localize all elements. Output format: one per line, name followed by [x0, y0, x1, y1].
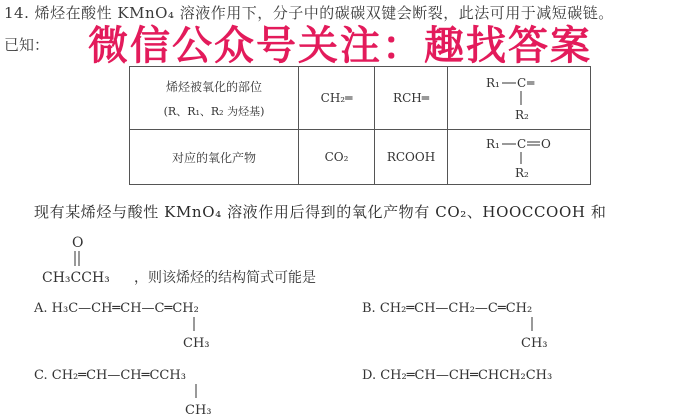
option-c[interactable] [34, 362, 334, 419]
carbon-label: C [517, 137, 527, 151]
table-cell: CH₂═ [299, 67, 375, 130]
r1-label: R₁ [486, 137, 500, 151]
r1-label: R₁ [486, 76, 500, 90]
alkene-fragment-structure [448, 67, 590, 129]
ketone-fragment-structure [448, 130, 590, 184]
acetone-structure [34, 232, 354, 292]
question-line: 14. 烯烃在酸性 KMnO₄ 溶液作用下，分子中的碳碳双键会断裂，此法可用于减短碳链。 [4, 4, 614, 22]
option-c-formula: C. CH₂═CH—CH═CCH₃ [34, 368, 186, 383]
option-a[interactable] [34, 295, 334, 350]
table-header-cell: 对应的氧化产物 [130, 130, 299, 185]
oxygen-label: O [541, 137, 551, 151]
option-c-branch: CH₃ [185, 403, 212, 418]
option-d-formula: D. CH₂═CH—CH═CHCH₂CH₃ [362, 368, 553, 383]
header-note: (R、R₁、R₂ 为烃基) [163, 104, 265, 118]
header-label: 烯烃被氧化的部位 [165, 79, 262, 94]
option-a-branch: CH₃ [183, 336, 210, 351]
watermark: 微信公众号关注：趣找答案 [88, 23, 592, 69]
table-header-cell [130, 67, 299, 130]
option-b-branch: CH₃ [521, 336, 548, 351]
table-cell-structure [448, 67, 591, 130]
known-prefix: 已知： [4, 36, 50, 54]
ketone-formula: CH₃CCH₃ [42, 270, 110, 286]
table-cell: RCOOH [375, 130, 448, 185]
option-b-formula: B. CH₂═CH—CH₂—C═CH₂ [362, 301, 533, 316]
ketone-oxygen: O [72, 235, 84, 251]
r2-label: R₂ [515, 108, 529, 122]
option-d[interactable] [362, 362, 682, 392]
table-cell: RCH═ [375, 67, 448, 130]
carbon-label: C [517, 76, 527, 90]
option-b[interactable] [362, 295, 662, 350]
table-cell: CO₂ [299, 130, 375, 185]
double-bond-label: ═ [527, 76, 535, 90]
oxidation-table [129, 66, 591, 185]
table-cell-structure [448, 130, 591, 185]
question-ask: ，则该烯烃的结构简式可能是 [134, 270, 316, 286]
table-row [130, 130, 591, 185]
table-row [130, 67, 591, 130]
r2-label: R₂ [515, 166, 529, 180]
option-a-formula: A. H₃C—CH═CH—C═CH₂ [34, 301, 199, 316]
stem-text: 现有某烯烃与酸性 KMnO₄ 溶液作用后得到的氧化产物有 CO₂、HOOCCOOH 和 [34, 203, 607, 221]
